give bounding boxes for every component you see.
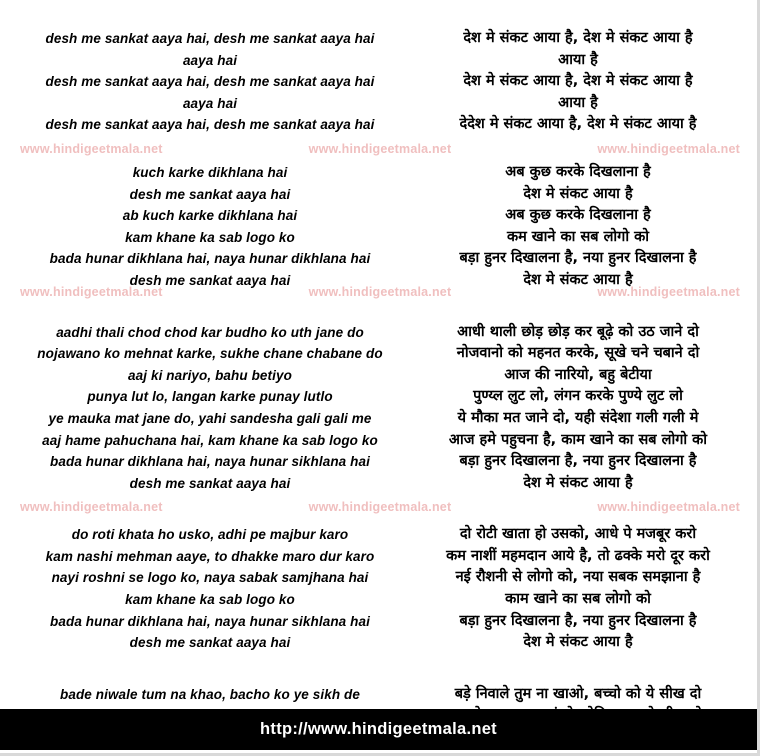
- lyrics-stanza: [0, 524, 760, 654]
- lyrics-line: ये मौका मत जाने दो, यही संदेशा गली गली मे: [457, 409, 699, 426]
- lyrics-line: बड़े निवाले तुम ना खाओ, बच्चो को ये सीख दो: [454, 685, 702, 702]
- lyrics-line: अब कुछ करके दिखलाना है: [505, 163, 651, 180]
- lyrics-line: आज हमे पहुचना है, काम खाने का सब लोगो को: [448, 431, 708, 448]
- lyrics-stanza: [0, 28, 760, 136]
- lyrics-line: आया है: [558, 94, 598, 111]
- lyrics-line: aaj hame pahuchana hai, kam khane ka sab logo ko: [42, 432, 378, 448]
- devanagari-lyrics-column: [410, 322, 746, 495]
- lyrics-line: desh me sankat aaya hai, desh me sankat aaya hai: [45, 74, 375, 90]
- roman-lyrics-column: [10, 322, 410, 495]
- devanagari-lyrics-column: [410, 162, 746, 292]
- lyrics-line: देदेश मे संकट आया है, देश मे संकट आया है: [459, 116, 697, 133]
- lyrics-line: do roti khata ho usko, adhi pe majbur karo: [71, 527, 349, 543]
- lyrics-line: नोजवानो को महनत करके, सूखे चने चबाने दो: [456, 345, 700, 362]
- lyrics-line: देश मे संकट आया है: [523, 271, 633, 288]
- lyrics-line: aadhi thali chod chod kar budho ko uth jane do: [56, 324, 364, 340]
- lyrics-line: देश मे संकट आया है: [523, 474, 633, 491]
- lyrics-line: punya lut lo, langan karke punay lutlo: [87, 389, 333, 405]
- lyrics-line: desh me sankat aaya hai: [129, 186, 291, 202]
- lyrics-line: देश मे संकट आया है: [523, 634, 633, 651]
- stanza-gap: [0, 292, 760, 322]
- lyrics-line: kam khane ka sab logo ko: [125, 592, 295, 608]
- stanza-gap: [0, 136, 760, 162]
- lyrics-line: आधी थाली छोड़ छोड़ कर बूढ़े को उठ जाने दो: [457, 323, 699, 340]
- lyrics-line: aaj ki nariyo, bahu betiyo: [128, 367, 292, 383]
- lyrics-line: kam nashi mehman aaye, to dhakke maro dur karo: [45, 548, 375, 564]
- lyrics-line: आया है: [558, 51, 598, 68]
- lyrics-line: desh me sankat aaya hai, desh me sankat aaya hai: [45, 31, 375, 46]
- roman-lyrics-column: [10, 162, 410, 292]
- lyrics-line: नई रौशनी से लोगो को, नया सबक समझाना है: [455, 569, 701, 586]
- stanza-gap: [0, 494, 760, 524]
- lyrics-line: ab kuch karke dikhlana hai: [122, 208, 298, 224]
- lyrics-line: आज की नारियो, बहु बेटीया: [504, 366, 652, 383]
- lyrics-line: अब कुछ करके दिखलाना है: [505, 207, 651, 224]
- lyrics-line: दो रोटी खाता हो उसको, आधे पे मजबूर करो: [459, 526, 697, 543]
- lyrics-line: nayi roshni se logo ko, naya sabak samjhana hai: [51, 570, 369, 586]
- watermark-text: www.hindigeetmala.net: [597, 285, 740, 299]
- lyrics-line: desh me sankat aaya hai: [129, 635, 291, 651]
- watermark-text: www.hindigeetmala.net: [597, 500, 740, 514]
- watermark-text: www.hindigeetmala.net: [20, 142, 163, 156]
- lyrics-line: nojawano ko mehnat karke, sukhe chane chabane do: [37, 346, 383, 362]
- devanagari-lyrics-column: [410, 524, 746, 654]
- lyrics-line: bada hunar dikhlana hai, naya hunar dikhlana hai: [49, 251, 371, 267]
- footer-bar: [0, 709, 757, 750]
- lyrics-line: kuch karke dikhlana hai: [132, 164, 288, 180]
- lyrics-line: बड़ा हुनर दिखालना है, नया हुनर दिखालना है: [459, 250, 697, 267]
- lyrics-line: desh me sankat aaya hai: [129, 272, 291, 288]
- lyrics-line: कम खाने का सब लोगो को: [506, 228, 650, 245]
- lyrics-line: काम खाने का सब लोगो को: [505, 591, 651, 608]
- lyrics-line: देश मे संकट आया है, देश मे संकट आया है: [463, 30, 693, 46]
- lyrics-line: देश मे संकट आया है, देश मे संकट आया है: [463, 73, 693, 90]
- roman-lyrics-column: [10, 524, 410, 654]
- devanagari-lyrics-column: [410, 28, 746, 136]
- lyrics-line: ye mauka mat jane do, yahi sandesha gali gali me: [48, 410, 372, 426]
- lyrics-stanza: [0, 162, 760, 292]
- lyrics-line: बड़ा हुनर दिखालना है, नया हुनर दिखालना है: [459, 612, 697, 629]
- lyrics-line: कम नाशीं महमदान आये है, तो ढक्के मरो दूर करो: [446, 547, 710, 564]
- lyrics-line: पुण्य्ल लुट लो, लंगन करके पुण्ये लुट लो: [473, 388, 683, 405]
- lyrics-line: desh me sankat aaya hai, desh me sankat aaya hai: [45, 117, 375, 133]
- lyrics-line: aaya hai: [182, 95, 238, 111]
- lyrics-line: desh me sankat aaya hai: [129, 475, 291, 491]
- watermark-text: www.hindigeetmala.net: [597, 142, 740, 156]
- watermark-text: www.hindigeetmala.net: [308, 500, 452, 514]
- lyrics-line: bada hunar dikhlana hai, naya hunar sikhlana hai: [50, 454, 370, 470]
- stanza-gap: [0, 654, 760, 684]
- lyrics-line: aaya hai: [182, 52, 238, 68]
- watermark-text: www.hindigeetmala.net: [308, 142, 452, 156]
- watermark-text: www.hindigeetmala.net: [20, 500, 163, 514]
- site-url-link[interactable]: http://www.hindigeetmala.net: [260, 720, 497, 738]
- lyrics-line: bada hunar dikhlana hai, naya hunar sikhlana hai: [50, 613, 370, 629]
- roman-lyrics-column: [10, 28, 410, 136]
- lyrics-line: kam khane ka sab logo ko: [125, 229, 295, 245]
- lyrics-line: देश मे संकट आया है: [523, 185, 633, 202]
- lyrics-stanza: [0, 322, 760, 495]
- watermark-text: www.hindigeetmala.net: [20, 285, 163, 299]
- lyrics-line: बड़ा हुनर दिखालना है, नया हुनर दिखालना है: [459, 453, 697, 470]
- lyrics-line: bade niwale tum na khao, bacho ko ye sikh de: [60, 686, 360, 702]
- watermark-text: www.hindigeetmala.net: [308, 285, 452, 299]
